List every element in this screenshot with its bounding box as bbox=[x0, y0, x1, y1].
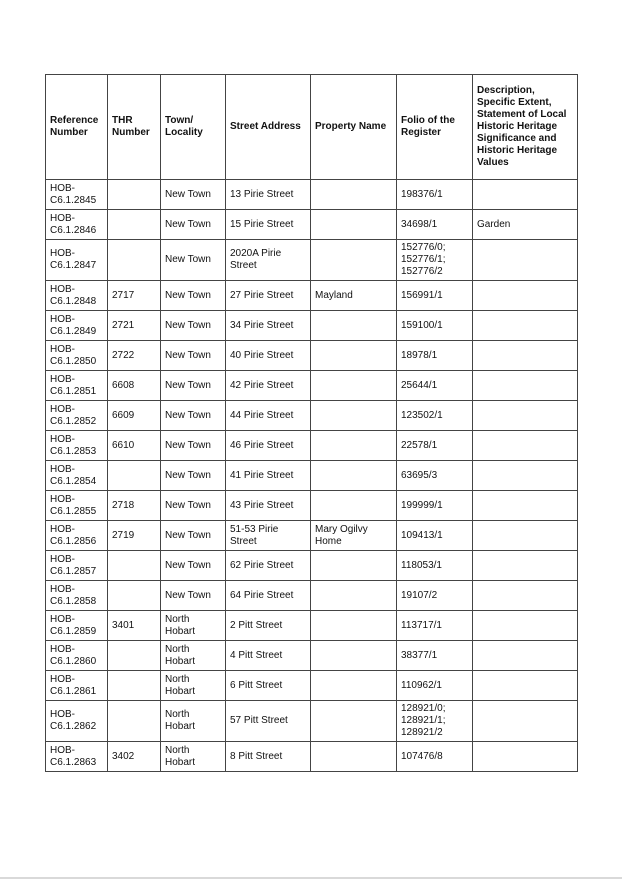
street-address-cell: 40 Pirie Street bbox=[226, 341, 311, 371]
folio-cell: 38377/1 bbox=[397, 641, 473, 671]
description-cell bbox=[473, 461, 578, 491]
folio-cell: 19107/2 bbox=[397, 581, 473, 611]
property-name-cell: Mayland bbox=[311, 281, 397, 311]
folio-cell: 109413/1 bbox=[397, 521, 473, 551]
folio-cell: 199999/1 bbox=[397, 491, 473, 521]
reference-cell: HOB-C6.1.2854 bbox=[46, 461, 108, 491]
table-row bbox=[46, 180, 578, 210]
reference-cell: HOB-C6.1.2852 bbox=[46, 401, 108, 431]
reference-cell: HOB-C6.1.2851 bbox=[46, 371, 108, 401]
table-row bbox=[46, 641, 578, 671]
property-name-cell bbox=[311, 611, 397, 641]
street-address-cell: 57 Pitt Street bbox=[226, 701, 311, 742]
street-address-cell: 2020A Pirie Street bbox=[226, 240, 311, 281]
table-row bbox=[46, 581, 578, 611]
street-address-cell: 62 Pirie Street bbox=[226, 551, 311, 581]
town-cell: North Hobart bbox=[161, 701, 226, 742]
description-cell bbox=[473, 521, 578, 551]
table-row bbox=[46, 431, 578, 461]
header-reference-number: Reference Number bbox=[46, 75, 108, 180]
town-cell: North Hobart bbox=[161, 611, 226, 641]
header-description: Description, Specific Extent, Statement of Local Historic Heritage Significance and Historic Heritage Values bbox=[473, 75, 578, 180]
table-row bbox=[46, 521, 578, 551]
thr-number-cell: 2722 bbox=[108, 341, 161, 371]
reference-cell: HOB-C6.1.2849 bbox=[46, 311, 108, 341]
town-cell: North Hobart bbox=[161, 671, 226, 701]
property-name-cell bbox=[311, 581, 397, 611]
heritage-register-table bbox=[45, 74, 578, 772]
thr-number-cell bbox=[108, 701, 161, 742]
description-cell bbox=[473, 551, 578, 581]
street-address-cell: 15 Pirie Street bbox=[226, 210, 311, 240]
thr-number-cell bbox=[108, 240, 161, 281]
table-row bbox=[46, 240, 578, 281]
description-cell bbox=[473, 641, 578, 671]
reference-cell: HOB-C6.1.2856 bbox=[46, 521, 108, 551]
folio-cell: 18978/1 bbox=[397, 341, 473, 371]
property-name-cell bbox=[311, 371, 397, 401]
town-cell: New Town bbox=[161, 521, 226, 551]
thr-number-cell bbox=[108, 641, 161, 671]
property-name-cell bbox=[311, 311, 397, 341]
table-row bbox=[46, 371, 578, 401]
town-cell: New Town bbox=[161, 371, 226, 401]
property-name-cell bbox=[311, 431, 397, 461]
description-cell bbox=[473, 581, 578, 611]
table-row bbox=[46, 551, 578, 581]
street-address-cell: 64 Pirie Street bbox=[226, 581, 311, 611]
thr-number-cell bbox=[108, 461, 161, 491]
header-property-name: Property Name bbox=[311, 75, 397, 180]
town-cell: New Town bbox=[161, 281, 226, 311]
table-row bbox=[46, 491, 578, 521]
table-body bbox=[46, 180, 578, 772]
street-address-cell: 41 Pirie Street bbox=[226, 461, 311, 491]
folio-cell: 113717/1 bbox=[397, 611, 473, 641]
town-cell: New Town bbox=[161, 551, 226, 581]
description-cell bbox=[473, 240, 578, 281]
thr-number-cell: 2719 bbox=[108, 521, 161, 551]
thr-number-cell bbox=[108, 671, 161, 701]
thr-number-cell bbox=[108, 581, 161, 611]
property-name-cell bbox=[311, 180, 397, 210]
folio-cell: 123502/1 bbox=[397, 401, 473, 431]
header-folio: Folio of the Register bbox=[397, 75, 473, 180]
folio-cell: 63695/3 bbox=[397, 461, 473, 491]
folio-cell: 118053/1 bbox=[397, 551, 473, 581]
folio-cell: 107476/8 bbox=[397, 742, 473, 772]
table-row bbox=[46, 742, 578, 772]
reference-cell: HOB-C6.1.2857 bbox=[46, 551, 108, 581]
property-name-cell bbox=[311, 701, 397, 742]
town-cell: North Hobart bbox=[161, 641, 226, 671]
table-row bbox=[46, 671, 578, 701]
town-cell: New Town bbox=[161, 401, 226, 431]
description-cell bbox=[473, 401, 578, 431]
property-name-cell bbox=[311, 401, 397, 431]
thr-number-cell: 2718 bbox=[108, 491, 161, 521]
thr-number-cell: 3402 bbox=[108, 742, 161, 772]
table-row bbox=[46, 210, 578, 240]
folio-cell: 156991/1 bbox=[397, 281, 473, 311]
reference-cell: HOB-C6.1.2862 bbox=[46, 701, 108, 742]
description-cell bbox=[473, 180, 578, 210]
description-cell bbox=[473, 671, 578, 701]
folio-cell: 34698/1 bbox=[397, 210, 473, 240]
street-address-cell: 27 Pirie Street bbox=[226, 281, 311, 311]
town-cell: New Town bbox=[161, 341, 226, 371]
description-cell bbox=[473, 311, 578, 341]
reference-cell: HOB-C6.1.2847 bbox=[46, 240, 108, 281]
description-cell bbox=[473, 611, 578, 641]
property-name-cell bbox=[311, 671, 397, 701]
table-row bbox=[46, 401, 578, 431]
thr-number-cell bbox=[108, 180, 161, 210]
reference-cell: HOB-C6.1.2850 bbox=[46, 341, 108, 371]
property-name-cell bbox=[311, 210, 397, 240]
town-cell: North Hobart bbox=[161, 742, 226, 772]
street-address-cell: 51-53 Pirie Street bbox=[226, 521, 311, 551]
town-cell: New Town bbox=[161, 581, 226, 611]
folio-cell: 152776/0; 152776/1; 152776/2 bbox=[397, 240, 473, 281]
reference-cell: HOB-C6.1.2853 bbox=[46, 431, 108, 461]
thr-number-cell: 3401 bbox=[108, 611, 161, 641]
table-row bbox=[46, 281, 578, 311]
property-name-cell bbox=[311, 341, 397, 371]
town-cell: New Town bbox=[161, 311, 226, 341]
street-address-cell: 43 Pirie Street bbox=[226, 491, 311, 521]
thr-number-cell: 6609 bbox=[108, 401, 161, 431]
reference-cell: HOB-C6.1.2859 bbox=[46, 611, 108, 641]
description-cell bbox=[473, 371, 578, 401]
town-cell: New Town bbox=[161, 210, 226, 240]
thr-number-cell bbox=[108, 551, 161, 581]
street-address-cell: 2 Pitt Street bbox=[226, 611, 311, 641]
description-cell: Garden bbox=[473, 210, 578, 240]
thr-number-cell: 2717 bbox=[108, 281, 161, 311]
reference-cell: HOB-C6.1.2845 bbox=[46, 180, 108, 210]
reference-cell: HOB-C6.1.2861 bbox=[46, 671, 108, 701]
street-address-cell: 6 Pitt Street bbox=[226, 671, 311, 701]
street-address-cell: 44 Pirie Street bbox=[226, 401, 311, 431]
property-name-cell: Mary Ogilvy Home bbox=[311, 521, 397, 551]
property-name-cell bbox=[311, 240, 397, 281]
street-address-cell: 42 Pirie Street bbox=[226, 371, 311, 401]
table-row bbox=[46, 311, 578, 341]
description-cell bbox=[473, 701, 578, 742]
reference-cell: HOB-C6.1.2858 bbox=[46, 581, 108, 611]
description-cell bbox=[473, 341, 578, 371]
folio-cell: 25644/1 bbox=[397, 371, 473, 401]
folio-cell: 22578/1 bbox=[397, 431, 473, 461]
town-cell: New Town bbox=[161, 461, 226, 491]
thr-number-cell: 6610 bbox=[108, 431, 161, 461]
header-thr-number: THR Number bbox=[108, 75, 161, 180]
street-address-cell: 46 Pirie Street bbox=[226, 431, 311, 461]
street-address-cell: 4 Pitt Street bbox=[226, 641, 311, 671]
table-row bbox=[46, 461, 578, 491]
street-address-cell: 13 Pirie Street bbox=[226, 180, 311, 210]
town-cell: New Town bbox=[161, 491, 226, 521]
street-address-cell: 8 Pitt Street bbox=[226, 742, 311, 772]
property-name-cell bbox=[311, 641, 397, 671]
folio-cell: 198376/1 bbox=[397, 180, 473, 210]
town-cell: New Town bbox=[161, 180, 226, 210]
street-address-cell: 34 Pirie Street bbox=[226, 311, 311, 341]
reference-cell: HOB-C6.1.2848 bbox=[46, 281, 108, 311]
header-street-address: Street Address bbox=[226, 75, 311, 180]
town-cell: New Town bbox=[161, 240, 226, 281]
description-cell bbox=[473, 281, 578, 311]
reference-cell: HOB-C6.1.2860 bbox=[46, 641, 108, 671]
property-name-cell bbox=[311, 461, 397, 491]
table-row bbox=[46, 341, 578, 371]
property-name-cell bbox=[311, 742, 397, 772]
table-header-row bbox=[46, 75, 578, 180]
folio-cell: 110962/1 bbox=[397, 671, 473, 701]
description-cell bbox=[473, 742, 578, 772]
thr-number-cell: 2721 bbox=[108, 311, 161, 341]
table-row bbox=[46, 611, 578, 641]
header-town-locality: Town/ Locality bbox=[161, 75, 226, 180]
folio-cell: 128921/0; 128921/1; 128921/2 bbox=[397, 701, 473, 742]
thr-number-cell bbox=[108, 210, 161, 240]
reference-cell: HOB-C6.1.2855 bbox=[46, 491, 108, 521]
thr-number-cell: 6608 bbox=[108, 371, 161, 401]
description-cell bbox=[473, 431, 578, 461]
folio-cell: 159100/1 bbox=[397, 311, 473, 341]
property-name-cell bbox=[311, 491, 397, 521]
reference-cell: HOB-C6.1.2863 bbox=[46, 742, 108, 772]
town-cell: New Town bbox=[161, 431, 226, 461]
property-name-cell bbox=[311, 551, 397, 581]
description-cell bbox=[473, 491, 578, 521]
reference-cell: HOB-C6.1.2846 bbox=[46, 210, 108, 240]
table-row bbox=[46, 701, 578, 742]
